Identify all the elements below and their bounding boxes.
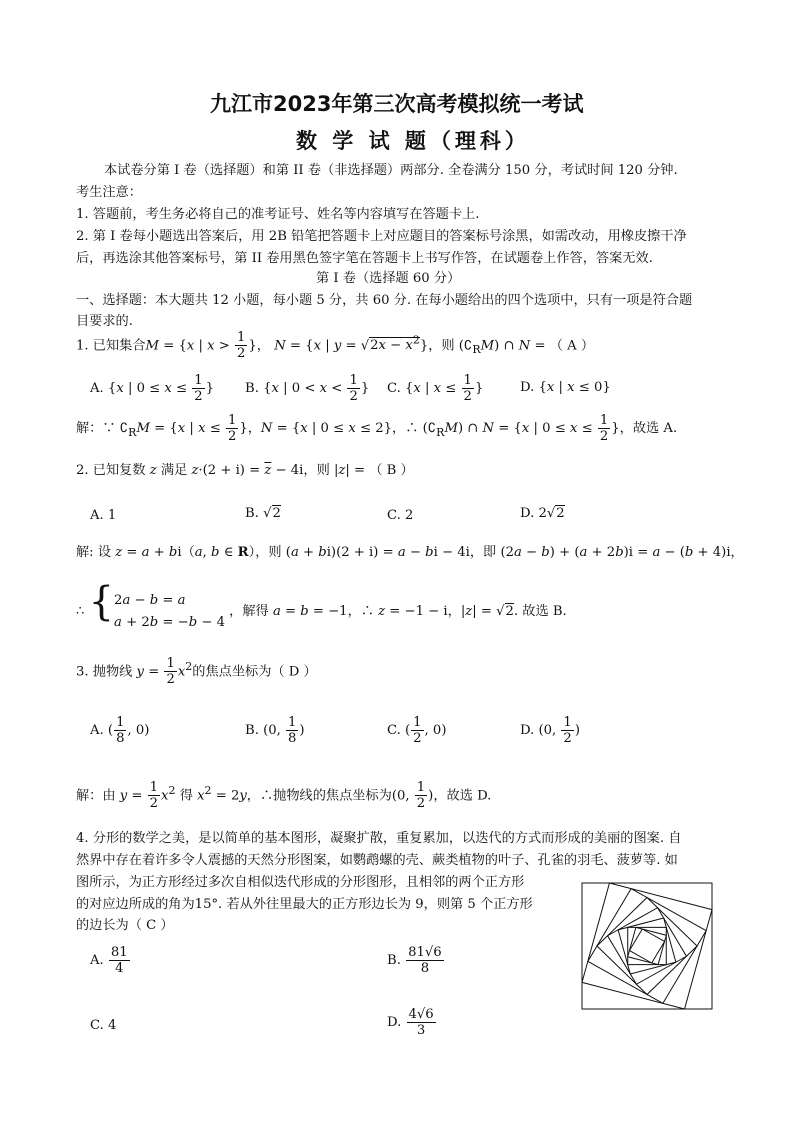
q4-option-b: B. $\frac{81√6}{8}$ [387,945,442,977]
fractal-square [582,883,712,1009]
q4-option-a: A. $\frac{81}{4}$ [90,945,128,977]
fractal-square [588,889,706,1004]
fractal-square [628,927,667,964]
q2-answer: （ B ） [369,463,414,478]
fractal-squares-figure [581,882,713,1010]
q2-option-d: D. 2√2 [520,506,565,521]
q1-option-a: A. {x | 0 ≤ x ≤ $\frac{1}{2}$ } [90,373,215,405]
page-title: 九江市2023年第三次高考模拟统一考试 [210,92,584,116]
q2-option-c: C. 2 [387,508,414,523]
q3-option-c: C. ( $\frac{1}{2}$ , 0) [387,715,447,747]
q3-stem: 3. 抛物线 y = $\frac{1}{2}$ $x^2$的焦点坐标为（ D ） [76,656,317,688]
q4-line-5: 的边长为（ C ） [76,918,174,933]
q1-solution: 解：∵ $∁_RM = \{x$ | x ≤ $\frac{1}{2}$ }，N = {x | 0 ≤ x ≤ 2}，∴ $(∁_RM)$ ∩ N = {x | 0 ≤ x ≤ $\frac{1}{2}$ }，故选 A. [76,413,678,445]
q1-option-c: C. {x | x ≤ $\frac{1}{2}$ } [387,373,484,405]
q4-line-2: 然界中存在着许多令人震撼的天然分形图案，如鹦鹉螺的壳、蕨类植物的叶子、孔雀的羽毛、菠萝等. 如 [76,853,678,868]
q4-line-3: 图所示，为正方形经过多次自相似迭代形成的分形图形，且相邻的两个正方形 [76,875,525,890]
q1-answer: （ A ） [549,338,595,354]
q4-line-1: 4. 分形的数学之美，是以简单的基本图形，凝聚扩散，重复累加，以迭代的方式而形成的美丽的图案. 自 [76,831,682,846]
q2-solution-1: 解: 设 z = a + bi（a, b ∈ R），则 (a + bi)(2 + i) = a − bi − 4i，即 (2a − b) + (a + 2b)i = a − (b + 4)i， [76,545,744,560]
intro-line: 本试卷分第 I 卷（选择题）和第 II 卷（非选择题）两部分. 全卷满分 150 分，考试时间 120 分钟. [104,163,678,178]
section-heading-b: 目要求的. [76,314,133,329]
q4-line-4: 的对应边所成的角为15°. 若从外往里最大的正方形边长为 9，则第 5 个正方形 [76,897,533,912]
notice-title: 考生注意： [76,185,142,200]
fractal-square [582,883,712,1009]
note-1: 1. 答题前，考生务必将自己的准考证号、姓名等内容填写在答题卡上. [76,207,480,222]
q3-option-a: A. ( $\frac{1}{8}$ , 0) [90,715,150,747]
q1-stem: 1. 已知集合M = {x | x > $\frac{1}{2}$ }， N = {x | $y = √2x - x^2$}，则 $(∁_RM)$ ∩ N = （ A ） [76,330,595,362]
part-heading: 第 I 卷（选择题 60 分） [316,271,461,286]
fractal-square [628,927,667,964]
fractal-square [618,918,676,974]
fractal-square [629,929,664,963]
q1-prefix: 1. 已知集合 [76,338,146,354]
note-2a: 2. 第 I 卷每小题选出答案后，用 2B 铅笔把答题卡上对应题目的答案标号涂黑，如需改动，用橡皮擦干净 [76,229,687,244]
section-heading-a: 一、选择题：本大题共 12 小题，每小题 5 分，共 60 分. 在每小题给出的四个选项中，只有一项是符合题 [76,293,693,308]
fractal-square [597,898,697,995]
q1-option-b: B. {x | 0 < x < $\frac{1}{2}$ } [245,373,370,405]
q3-option-b: B. (0, $\frac{1}{8}$ ) [245,715,305,747]
q2-solution-2: ∴ { 2a − b = a a + 2b = −b − 4 ，解得 a = b = −1，∴ z = −1 − i，|z| = √2. 故选 B. [76,579,567,630]
page-subtitle: 数 学 试 题（理科） [296,129,530,153]
note-2b: 后，再选涂其他答案标号，第 II 卷用黑色签字笔在答题卡上书写作答，在试题卷上作答，答案无效. [76,251,653,266]
q2-option-b: B. √2 [245,506,281,521]
q4-option-d: D. $\frac{4√6}{3}$ [387,1007,434,1039]
q4-option-c: C. 4 [90,1018,117,1033]
q2-option-a: A. 1 [90,508,117,523]
q1-option-d: D. {x | x ≤ 0} [520,380,611,395]
fractal-square [608,908,687,985]
q3-solution: 解：由 y = $\frac{1}{2}$ $x^2$ 得 $x^2 = 2y$，∴抛物线的焦点坐标为(0, $\frac{1}{2}$ )，故选 D. [76,780,492,812]
q2-stem: 2. 已知复数 z 满足 $z\cdot(2 + i) = \overline{z} - 4i$，则 |z| = （ B ） [76,463,414,478]
q3-option-d: D. (0, $\frac{1}{2}$ ) [520,715,580,747]
